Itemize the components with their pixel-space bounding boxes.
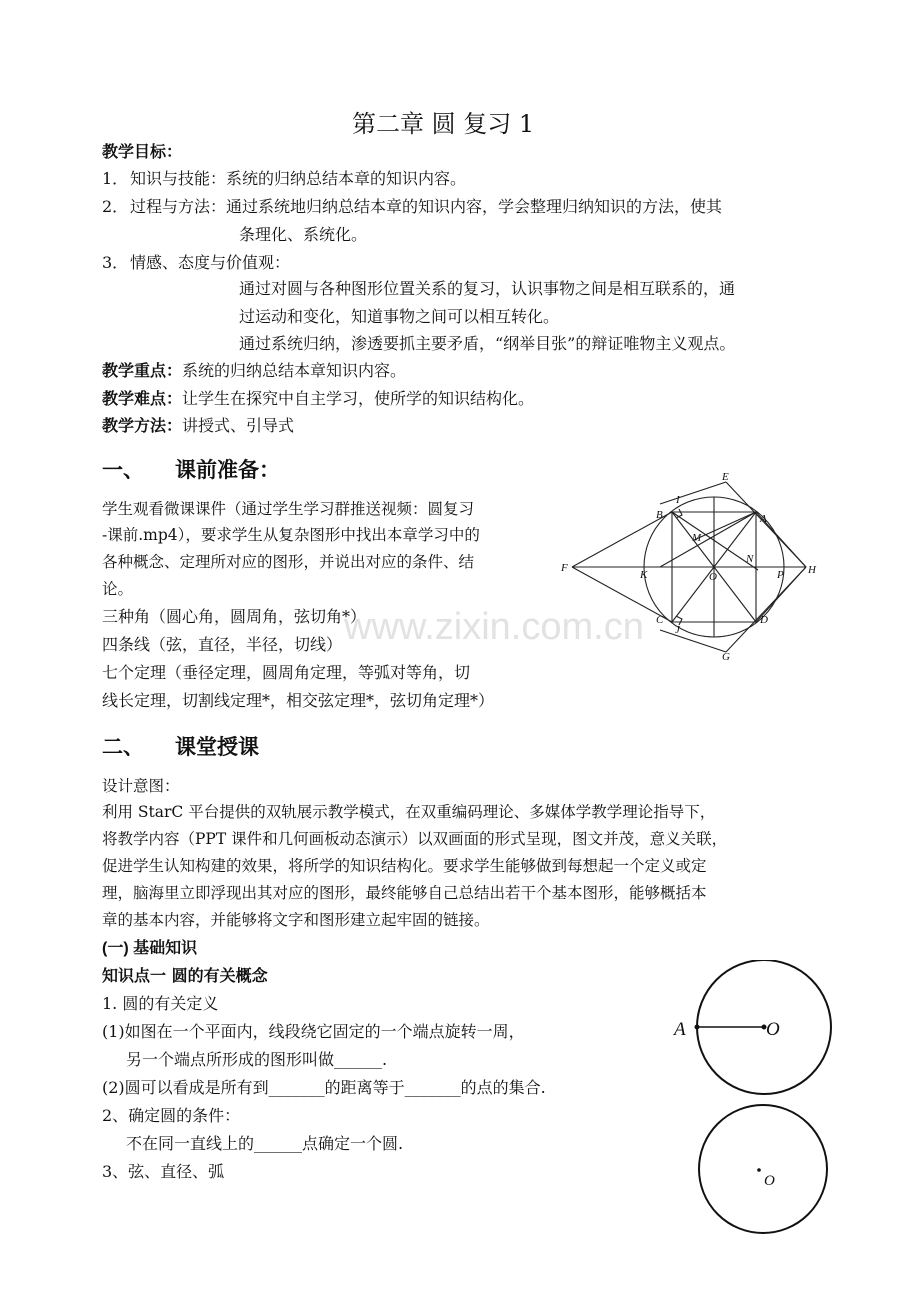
difficulty-text: 让学生在探究中自主学习，使所学的知识结构化。	[182, 389, 535, 408]
method-label: 教学方法：	[102, 416, 183, 435]
goal-3-line-3: 通过系统归纳，渗透要抓主要矛盾，“纲举目张”的辩证唯物主义观点。	[239, 334, 736, 353]
point-label-m: M	[692, 532, 702, 544]
point-label-j: J	[675, 624, 680, 636]
definition-1-line-2: 另一个端点所形成的图形叫做______.	[126, 1050, 388, 1069]
point-label-p: P	[777, 569, 784, 581]
definition-heading: 1. 圆的有关定义	[102, 994, 219, 1013]
key-point-label: 教学重点：	[102, 361, 183, 380]
definition-2: (2)圆可以看成是所有到_______的距离等于_______的点的集合.	[102, 1078, 546, 1097]
goal-2-line-2: 条理化、系统化。	[239, 225, 368, 244]
four-lines: 四条线（弦，直径，半径，切线）	[102, 635, 343, 654]
point-label-h: H	[808, 564, 816, 576]
design-intent-line-1: 利用 StarC 平台提供的双轨展示教学模式，在双重编码理论、多媒体学教学理论指导下，	[102, 803, 716, 821]
condition-text: 不在同一直线上的______点确定一个圆.	[126, 1134, 404, 1153]
section-1-title: 课前准备：	[175, 457, 280, 482]
design-intent-line-5: 章的基本内容，并能够将文字和图形建立起牢固的链接。	[102, 911, 490, 929]
label-a: A	[674, 1019, 686, 1040]
circle-radius-figure	[668, 960, 848, 1100]
label-center-o: O	[764, 1173, 775, 1189]
difficulty	[102, 386, 534, 412]
three-angles: 三种角（圆心角，圆周角，弦切角*）	[102, 607, 367, 626]
design-intent-line-2: 将教学内容（PPT 课件和几何画板动态演示）以双画面的形式呈现，图文并茂，意义关联，	[102, 830, 728, 848]
seven-theorems-line-2: 线长定理，切割线定理*，相交弦定理*，弦切角定理*）	[102, 691, 495, 710]
section-1-para-line-2: -课前.mp4），要求学生从复杂图形中找出本章学习中的	[102, 526, 480, 544]
geometry-figure-tangents	[556, 466, 828, 666]
seven-theorems-line-1: 七个定理（垂径定理，圆周角定理，等弧对等角，切	[102, 663, 471, 682]
chord-heading: 3、弦、直径、弧	[102, 1162, 225, 1181]
design-intent-line-3: 促进学生认知构建的效果，将所学的知识结构化。要求学生能够做到每想起一个定义或定	[102, 857, 707, 875]
section-2-number: 二、	[102, 734, 144, 759]
section-1-para-line-4: 论。	[102, 580, 134, 598]
goal-3-line-1: 通过对圆与各种图形位置关系的复习，认识事物之间是相互联系的，通	[239, 279, 736, 298]
key-point-text: 系统的归纳总结本章知识内容。	[182, 361, 407, 380]
point-label-i: I	[676, 494, 680, 506]
goal-3-line-2: 过运动和变化，知道事物之间可以相互转化。	[239, 307, 560, 326]
point-label-b: B	[656, 509, 663, 521]
method-text: 讲授式、引导式	[182, 416, 295, 435]
section-2-title: 课堂授课	[175, 734, 259, 759]
page-title: 第二章 圆 复习 1	[352, 110, 535, 138]
goal-2-num: 2．	[102, 197, 129, 216]
point-label-d: D	[760, 614, 768, 626]
design-intent-line-4: 理，脑海里立即浮现出其对应的图形，最终能够自己总结出若干个基本图形，能够概括本	[102, 884, 707, 902]
point-label-c: C	[656, 614, 664, 626]
point-label-f: F	[561, 562, 568, 574]
section-1-number: 一、	[102, 457, 144, 482]
section-1-para-line-1: 学生观看微课课件（通过学生学习群推送视频：圆复习	[102, 500, 475, 518]
definition-1-line-1: (1)如图在一个平面内，线段绕它固定的一个端点旋转一周，	[102, 1022, 525, 1041]
key-point	[102, 358, 406, 384]
condition-heading: 2、确定圆的条件：	[102, 1106, 241, 1125]
point-label-n: N	[746, 553, 754, 565]
goal-2-line-1: 过程与方法：通过系统地归纳总结本章的知识内容，学会整理归纳知识的方法，使其	[130, 197, 723, 216]
watermark: www.zixin.com.cn	[344, 606, 644, 648]
point-label-o: O	[709, 571, 717, 583]
goal-1: 知识与技能：系统的归纳总结本章的知识内容。	[130, 169, 467, 188]
point-label-g: G	[722, 651, 730, 663]
circle-center-figure	[690, 1100, 830, 1240]
section-1-para-line-3: 各种概念、定理所对应的图形，并说出对应的条件、结	[102, 553, 475, 571]
goal-3-heading: 情感、态度与价值观：	[130, 253, 291, 272]
difficulty-label: 教学难点：	[102, 389, 183, 408]
point-label-e: E	[722, 471, 729, 483]
label-o: O	[766, 1019, 780, 1040]
point-label-a: A	[760, 513, 767, 525]
design-intent-heading: 设计意图：	[102, 777, 180, 795]
method	[102, 413, 294, 439]
knowledge-point-1: 知识点一 圆的有关概念	[102, 966, 268, 985]
goal-3-num: 3．	[102, 253, 129, 272]
goal-1-num: 1．	[102, 169, 129, 188]
goals-heading: 教学目标：	[102, 142, 183, 161]
basics-heading: (一) 基础知识	[102, 940, 198, 957]
point-label-k: K	[640, 569, 648, 581]
